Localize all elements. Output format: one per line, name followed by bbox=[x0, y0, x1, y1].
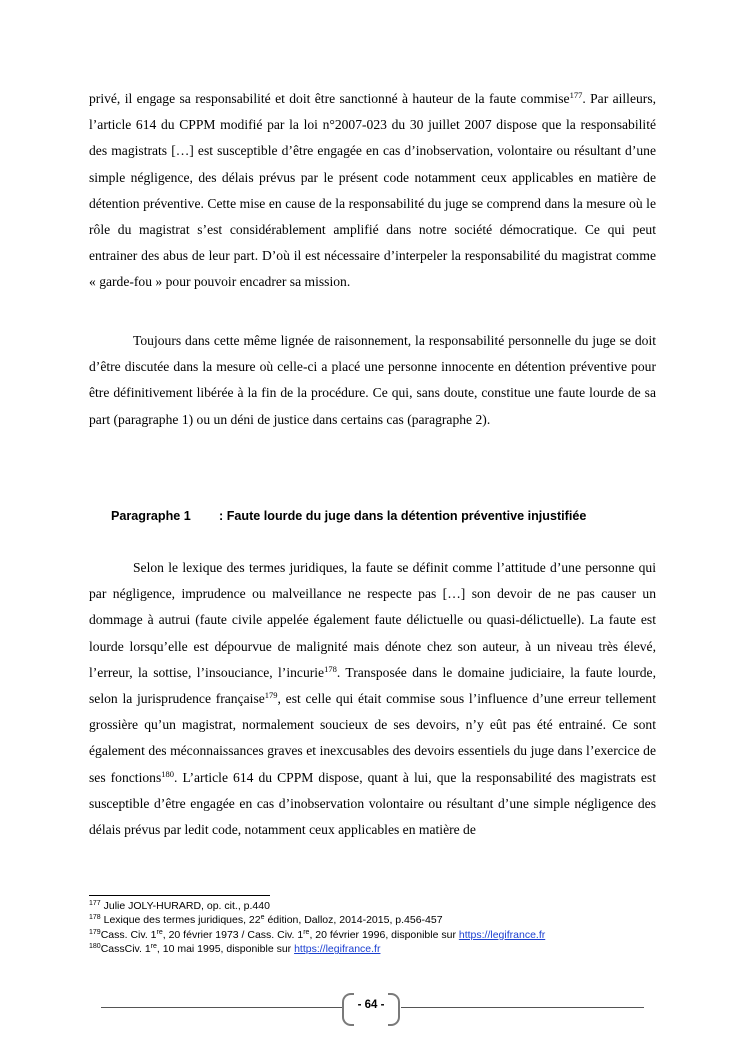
footnote-text: Cass. Civ. 1 bbox=[100, 928, 157, 941]
paragraph-continuation bbox=[89, 86, 656, 296]
footnote-number: 179 bbox=[89, 928, 101, 936]
legifrance-link[interactable]: https://legifrance.fr bbox=[294, 943, 381, 956]
footnote-text: , 20 février 1996, disponible sur bbox=[309, 928, 459, 941]
footnote-ref-177[interactable]: 177 bbox=[569, 90, 583, 100]
page-number: - 64 - bbox=[357, 999, 385, 1011]
section-heading bbox=[111, 509, 586, 523]
ordinal-suffix: re bbox=[150, 943, 157, 951]
paragraph-text: , est celle qui était commise sous l’influence d’une erreur tellement grossière qu’un magistrat, normalement soucieux de ses devoirs, n’y eût pas été entrainé. Ce sont également des méconnaissances graves et inexcusables des devoirs essentiels du juge dans l’exercice de ses fonctions bbox=[89, 691, 656, 785]
paragraph-text: privé, il engage sa responsabilité et doit être sanctionné à hauteur de la faute commise bbox=[89, 91, 570, 106]
paragraph-text: . Par ailleurs, l’article 614 du CPPM modifié par la loi n°2007-023 du 30 juillet 2007 dispose que la responsabilité des magistrats […] est susceptible d’être engagée en cas d’inobservation, volontaire ou résultant d’une simple négligence, des délais prévus par le présent code notamment ceux applicables en matière de détention préventive. Cette mise en cause de la responsabilité du juge se comprend dans la mesure où le rôle du magistrat s’est considérablement amplifié dans notre société démocratique. Ce qui peut entrainer des abus de leur part. D’où il est nécessaire d’interpeler la responsabilité du magistrat comme « garde-fou » pour pouvoir encadrer sa mission. bbox=[89, 91, 657, 290]
paragraph-definition bbox=[89, 555, 656, 843]
paragraph-intro bbox=[89, 328, 656, 433]
footnote-number: 178 bbox=[89, 914, 101, 922]
footnote-text: Lexique des termes juridiques, 22 bbox=[100, 914, 261, 927]
footnote-ref-179[interactable]: 179 bbox=[264, 690, 278, 701]
footnote-text: CassCiv. 1 bbox=[100, 943, 151, 956]
footnote-text: Julie JOLY-HURARD, op. cit., p.440 bbox=[100, 900, 270, 912]
footnote-text: , 20 février 1973 / Cass. Civ. 1 bbox=[162, 928, 304, 941]
paragraph-text: Selon le lexique des termes juridiques, la faute se définit comme l’attitude d’une personne qui par négligence, imprudence ou malveillance ne respecte pas […] son devoir de ne pas causer un dommage à autrui (faute civile appelée également faute délictuelle ou quasi-délictuelle). La faute est lourde lorsqu’elle est dépourvue de malignité mais dénote chez son auteur, à un niveau très élevé, l’erreur, la sottise, l’insouciance, l’incurie bbox=[89, 560, 656, 680]
ordinal-suffix: e bbox=[260, 914, 265, 922]
paragraph-text: Toujours dans cette même lignée de raisonnement, la responsabilité personnelle du juge se doit d’être discutée dans la mesure où celle-ci a placé une personne innocente en détention préventive pour être définitivement libérée à la fin de la procédure. Ce qui, sans doute, constitue une faute lourde de sa part (paragraphe 1) ou un déni de justice dans certains cas (paragraphe 2). bbox=[89, 333, 656, 427]
ordinal-suffix: re bbox=[303, 928, 310, 936]
heading-title: : Faute lourde du juge dans la détention préventive injustifiée bbox=[219, 509, 587, 523]
footnote-number: 180 bbox=[89, 943, 101, 951]
footnote-180 bbox=[89, 942, 689, 956]
footnote-text: , 10 mai 1995, disponible sur bbox=[156, 943, 295, 956]
footnote-ref-180[interactable]: 180 bbox=[161, 768, 174, 779]
footnote-179 bbox=[89, 928, 689, 942]
footnote-number: 177 bbox=[89, 900, 101, 907]
footnote-text: édition, Dalloz, 2014-2015, p.456-457 bbox=[264, 914, 443, 927]
footer-rule-right bbox=[401, 1007, 644, 1008]
paragraph-text: . L’article 614 du CPPM dispose, quant à lui, que la responsabilité des magistrats est susceptible d’être engagée en cas d’inobservation volontaire ou résultant d’une simple négligence des délais prévus par ledit code, notamment ceux applicables en matière de bbox=[89, 769, 656, 838]
footnote-178 bbox=[89, 913, 689, 927]
heading-number: Paragraphe 1 bbox=[111, 509, 191, 523]
footnotes bbox=[89, 899, 689, 957]
paragraph-text: . Transposée dans le domaine judiciaire, la faute lourde, selon la jurisprudence française bbox=[89, 664, 656, 707]
legifrance-link[interactable]: https://legifrance.fr bbox=[458, 928, 546, 941]
footnote-177 bbox=[89, 899, 689, 913]
footnote-ref-178[interactable]: 178 bbox=[324, 663, 337, 674]
ordinal-suffix: re bbox=[156, 928, 163, 936]
footer-rule-left bbox=[101, 1007, 344, 1008]
footnote-separator bbox=[89, 895, 270, 896]
